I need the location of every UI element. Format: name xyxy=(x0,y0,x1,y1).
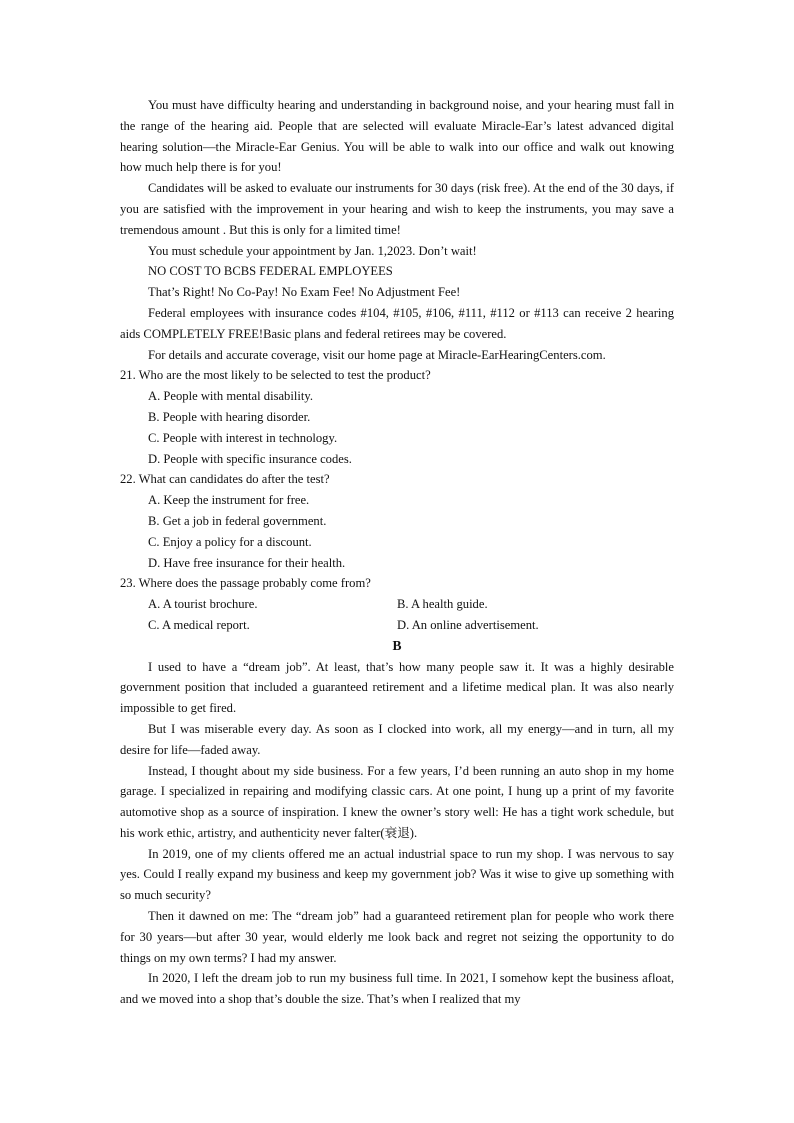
question-21-option-d: D. People with specific insurance codes. xyxy=(148,451,352,466)
question-23-option-d: D. An online advertisement. xyxy=(397,617,539,632)
section-b-paragraph-5: Then it dawned on me: The “dream job” had a guaranteed retirement plan for people who work there for 30 years—but after 30 year, would elderly me look back and regret not seizing the opportunity to do things on my own terms? I had my answer. xyxy=(120,909,674,965)
question-21-option-a: A. People with mental disability. xyxy=(148,389,313,404)
question-22-stem: 22. What can candidates do after the test? xyxy=(120,472,330,487)
passage-a-paragraph-5: That’s Right! No Co-Pay! No Exam Fee! No Adjustment Fee! xyxy=(148,285,461,300)
passage-a-paragraph-7: For details and accurate coverage, visit our home page at Miracle-EarHearingCenters.com. xyxy=(148,347,606,362)
passage-a-paragraph-4: NO COST TO BCBS FEDERAL EMPLOYEES xyxy=(148,264,393,279)
section-b-paragraph-1: I used to have a “dream job”. At least, that’s how many people saw it. It was a highly desirable government position that included a guaranteed retirement and a lifetime medical plan. It was also nearly impossible to get fired. xyxy=(120,659,674,716)
passage-a-paragraph-1: You must have difficulty hearing and understanding in background noise, and your hearing must fall in the range of the hearing aid. People that are selected will evaluate Miracle-Ear’s latest advanced digital hearing solution—the Miracle-Ear Genius. You will be able to walk into our office and walk out knowing how much help there is for you! xyxy=(120,98,674,175)
question-22-option-a: A. Keep the instrument for free. xyxy=(148,493,310,508)
question-22-option-b: B. Get a job in federal government. xyxy=(148,513,327,528)
question-21-stem: 21. Who are the most likely to be selected to test the product? xyxy=(120,368,431,383)
question-23-stem: 23. Where does the passage probably come from? xyxy=(120,576,371,591)
question-23-option-a: A. A tourist brochure. xyxy=(148,597,258,612)
question-21-option-c: C. People with interest in technology. xyxy=(148,430,338,445)
passage-a-paragraph-3: You must schedule your appointment by Jan. 1,2023. Don’t wait! xyxy=(148,243,477,258)
question-22-option-c: C. Enjoy a policy for a discount. xyxy=(148,534,312,549)
question-23-options-row-1 xyxy=(148,594,674,615)
question-23-options-row-2 xyxy=(148,615,674,636)
question-23-option-b: B. A health guide. xyxy=(397,597,488,612)
section-b-heading: B xyxy=(392,637,402,653)
section-b-paragraph-2: But I was miserable every day. As soon as I clocked into work, all my energy—and in turn, all my desire for life—faded away. xyxy=(120,721,674,757)
exam-page xyxy=(120,95,674,1010)
section-b-paragraph-3: Instead, I thought about my side business. For a few years, I’d been running an auto shop in my home garage. I specialized in repairing and modifying classic cars. At one point, I hung up a print of my favorite automotive shop as a source of inspiration. I knew the owner’s story well: He has a tight work schedule, but his work ethic, artistry, and authenticity never falter(衰退). xyxy=(120,763,674,840)
section-b-paragraph-6: In 2020, I left the dream job to run my business full time. In 2021, I somehow kept the business afloat, and we moved into a shop that’s double the size. That’s when I realized that my xyxy=(120,971,674,1007)
question-23-option-c: C. A medical report. xyxy=(148,617,250,632)
question-21-option-b: B. People with hearing disorder. xyxy=(148,409,311,424)
question-22-option-d: D. Have free insurance for their health. xyxy=(148,555,346,570)
passage-a-paragraph-6: Federal employees with insurance codes #104, #105, #106, #111, #112 or #113 can receive 2 hearing aids COMPLETELY FREE!Basic plans and federal retirees may be covered. xyxy=(120,305,674,341)
passage-a-paragraph-2: Candidates will be asked to evaluate our instruments for 30 days (risk free). At the end of the 30 days, if you are satisfied with the improvement in your hearing and wish to keep the instruments, you may save a tremendous amount . But this is only for a limited time! xyxy=(120,181,674,237)
section-b-paragraph-4: In 2019, one of my clients offered me an actual industrial space to run my shop. I was nervous to say yes. Could I really expand my business and keep my government job? Was it wise to give up something with so much security? xyxy=(120,846,674,903)
